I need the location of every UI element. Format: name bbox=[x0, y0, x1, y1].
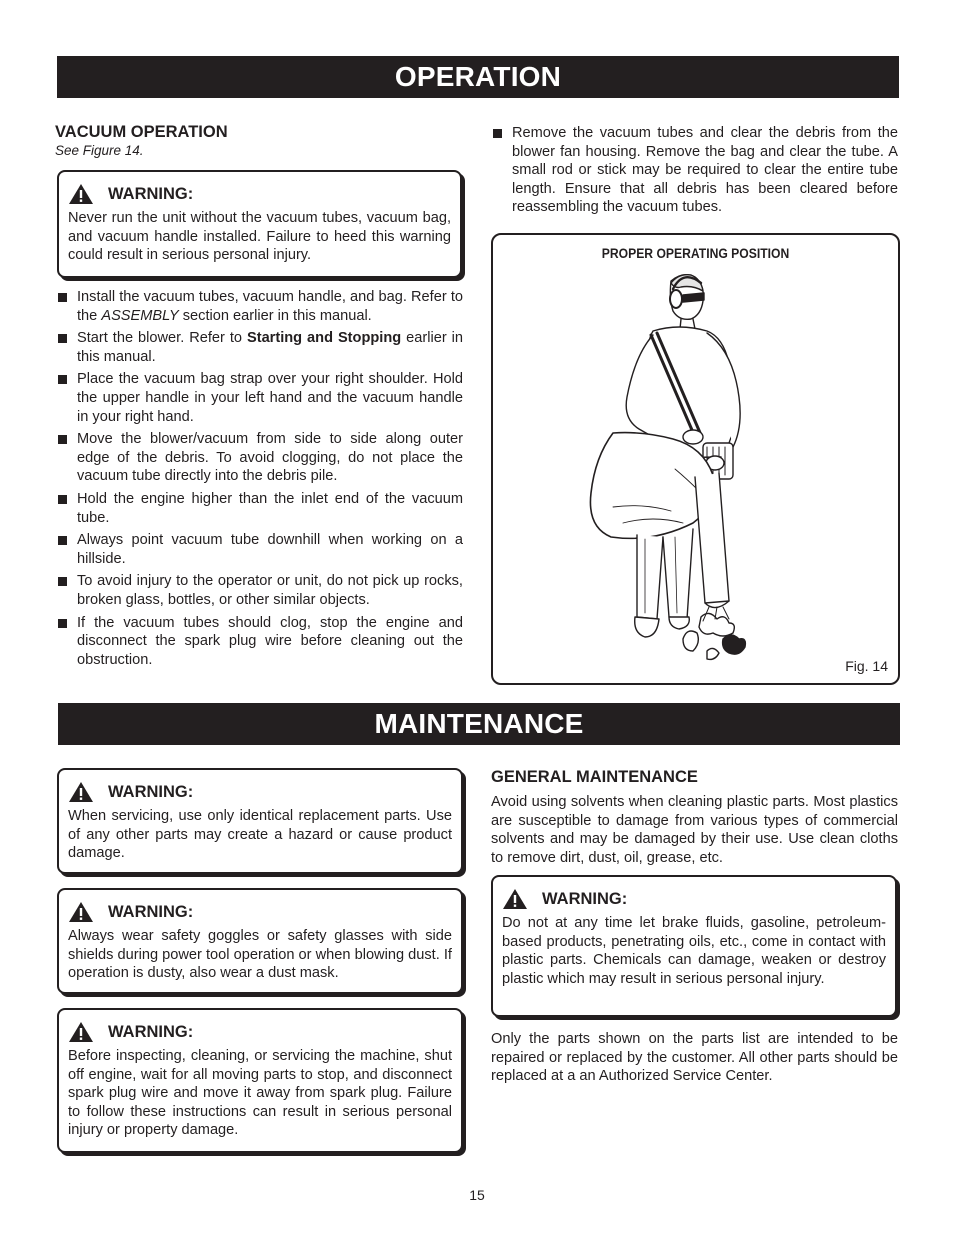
list-item: Install the vacuum tubes, vacuum handle, and bag. Refer to the ASSEMBLY section earlier in this manual. bbox=[57, 288, 463, 325]
list-item: Remove the vacuum tubes and clear the debris from the blower fan housing. Remove the bag and clear the tube. A small rod or stick may be required to clear the entire tube length. Ensure that all debris has been cleared before reassembling the vacuum tubes. bbox=[492, 124, 898, 217]
general-maintenance-heading: GENERAL MAINTENANCE bbox=[491, 768, 698, 786]
safety-goggles-warning bbox=[57, 888, 463, 994]
figure-caption: Fig. 14 bbox=[845, 658, 888, 675]
clog-bullet bbox=[492, 124, 898, 221]
list-item: Start the blower. Refer to Starting and Stopping earlier in this manual. bbox=[57, 329, 463, 366]
vacuum-operation-section bbox=[55, 122, 465, 160]
warning-triangle-icon bbox=[68, 781, 94, 803]
chemicals-warning bbox=[491, 875, 897, 1017]
closing-paragraph: Only the parts shown on the parts list are intended to be repaired or replaced by the customer. All other parts should be replaced at a an Authorized Service Center. bbox=[491, 1031, 898, 1085]
list-item: Hold the engine higher than the inlet end of the vacuum tube. bbox=[57, 490, 463, 527]
warning-triangle-icon bbox=[502, 888, 528, 910]
operator-illustration bbox=[583, 267, 773, 677]
maintenance-banner: MAINTENANCE bbox=[58, 703, 900, 745]
figure-14-box bbox=[491, 233, 900, 685]
warning-title: WARNING: bbox=[542, 889, 628, 908]
vacuum-bullet-list bbox=[57, 288, 463, 673]
warning-triangle-icon bbox=[68, 183, 94, 205]
warning-text: Do not at any time let brake fluids, gasoline, petroleum-based products, penetrating oils, etc., come in contact with plastic parts. Chemicals can damage, weaken or destroy plastic which may result in serious personal injury. bbox=[502, 915, 886, 987]
warning-text: Before inspecting, cleaning, or servicing the machine, shut off engine, wait for all moving parts to stop, and disconnect spark plug wire and move it away from spark plug. Failure to follow these instructions can result in serious personal injury or property damage. bbox=[68, 1048, 452, 1139]
operation-banner: OPERATION bbox=[57, 56, 899, 98]
list-item: If the vacuum tubes should clog, stop the engine and disconnect the spark plug wire before cleaning out the obstruction. bbox=[57, 614, 463, 670]
warning-triangle-icon bbox=[68, 1021, 94, 1043]
list-item: Place the vacuum bag strap over your right shoulder. Hold the upper handle in your left hand and the vacuum handle in your right hand. bbox=[57, 370, 463, 426]
figure-title: PROPER OPERATING POSITION bbox=[601, 246, 790, 261]
warning-text: Always wear safety goggles or safety glasses with side shields during power tool operation or when blowing dust. If operation is dusty, also wear a dust mask. bbox=[68, 928, 452, 982]
warning-title: WARNING: bbox=[108, 1022, 194, 1041]
general-maintenance-intro: Avoid using solvents when cleaning plastic parts. Most plastics are susceptible to damage from various types of commercial solvents and may be damaged by their use. Use clean cloths to remove dirt, dust, oil, grease, etc. bbox=[491, 794, 898, 866]
servicing-warning bbox=[57, 1008, 463, 1153]
replacement-parts-warning bbox=[57, 768, 463, 874]
list-item: To avoid injury to the operator or unit, do not pick up rocks, broken glass, bottles, or other similar objects. bbox=[57, 572, 463, 609]
vacuum-operation-heading: VACUUM OPERATION bbox=[55, 123, 228, 141]
warning-title: WARNING: bbox=[108, 184, 194, 203]
warning-title: WARNING: bbox=[108, 782, 194, 801]
list-item: Always point vacuum tube downhill when working on a hillside. bbox=[57, 531, 463, 568]
warning-text: When servicing, use only identical replacement parts. Use of any other parts may create a hazard or cause product damage. bbox=[68, 808, 452, 862]
see-figure-note: See Figure 14. bbox=[55, 143, 144, 158]
page-number: 15 bbox=[469, 1187, 485, 1203]
list-item: Move the blower/vacuum from side to side along outer edge of the debris. To avoid clogging, do not place the vacuum tube directly into the debris pile. bbox=[57, 430, 463, 486]
warning-title: WARNING: bbox=[108, 902, 194, 921]
warning-text: Never run the unit without the vacuum tubes, vacuum bag, and vacuum handle installed. Failure to heed this warning could result in serious personal injury. bbox=[68, 210, 451, 264]
general-maintenance-section bbox=[491, 767, 898, 867]
parts-replacement-note bbox=[491, 1030, 898, 1086]
vacuum-warning-box bbox=[57, 170, 462, 278]
warning-triangle-icon bbox=[68, 901, 94, 923]
